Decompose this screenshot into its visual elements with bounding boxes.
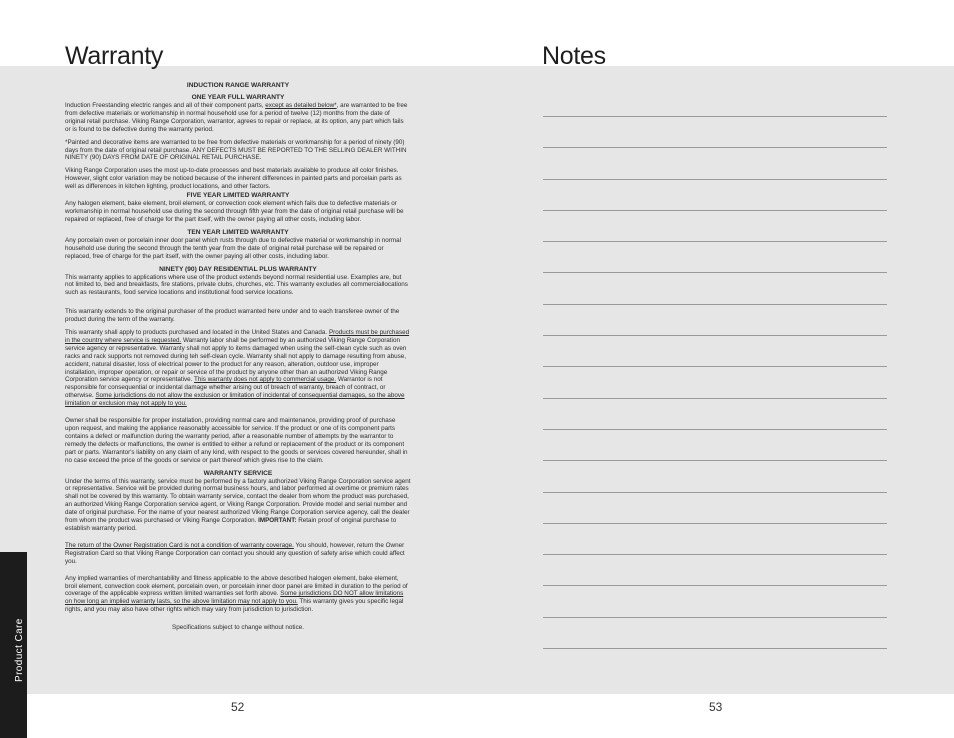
page-title-warranty: Warranty [65, 42, 164, 70]
note-line [543, 460, 887, 491]
note-line [543, 429, 887, 460]
note-line [543, 366, 887, 397]
note-line [543, 398, 887, 429]
heading-ninety-day: NINETY (90) DAY RESIDENTIAL PLUS WARRANTY [159, 265, 317, 273]
paragraph-ten-year: Any porcelain oven or porcelain inner door panel which rusts through due to defective material or workmanship in normal household use during the second through the tenth year from the date of original retail purchase will be repaired or replaced, free of charge for the part itself, with the owner paying all other costs, including labor. [65, 236, 402, 260]
paragraph-warranty-service: Under the terms of this warranty, service must be performed by a factory authorized Viking Range Corporation service agent or representative. Service will be provided during normal business hours, and labor performed at overtime or premium rates shall not be covered by this warranty. To obtain warranty service, contact the dealer from whom the product was purchased, an authorized Viking Range Corporation service agent, or Viking Range Corporation. Provide model and serial number and date of original purchase. For the name of your nearest authorized Viking Range Corporation service agency, call the dealer from whom the product was purchased or Viking Range Corporation. IMPORTANT: Retain proof of original purchase to establish warranty period. [65, 477, 411, 532]
note-line [543, 554, 887, 585]
note-line [543, 492, 887, 523]
note-line [543, 617, 887, 648]
specifications-note: Specifications subject to change without notice. [172, 624, 304, 632]
note-line [543, 523, 887, 554]
paragraph-owner: Owner shall be responsible for proper installation, providing normal care and maintenance, providing proof of purchase upon request, and making the appliance reasonably accessible for service. If the product or one of its component parts contains a defect or malfunction during the warranty period, after a reasonable number of attempts by the warrantor to remedy the defects or malfunctions, the owner is entitled to either a refund or replacement of the product or its component part or parts. Warrantor's liability on any claim of any kind, with respect to the goods or services covered hereunder, shall in no case exceed the price of the goods or service or part thereof which gives rise to the claim. [65, 417, 408, 464]
heading-induction-range-warranty: INDUCTION RANGE WARRANTY [186, 82, 290, 89]
page-number-right: 53 [709, 700, 723, 714]
heading-warranty-service: WARRANTY SERVICE [203, 469, 273, 477]
paragraph-ninety-day: This warranty applies to applications where use of the product extends beyond normal residential use. Examples are, but not limited to, bed and breakfasts, fire stations, private clubs, churches, etc. This warranty excludes all commerciallocations such as restaurants, food service locations and institutional food service locations. [65, 273, 408, 297]
notes-lines [543, 116, 887, 679]
side-tab-label: Product Care [14, 618, 25, 682]
paragraph-registration-card: The return of the Owner Registration Card is not a condition of warranty coverage. You should, however, return the Owner Registration Card so that Viking Range Corporation can contact you should any question of safety arise which could affect you. [65, 541, 405, 565]
heading-ten-year: TEN YEAR LIMITED WARRANTY [187, 228, 289, 236]
note-line [543, 147, 887, 178]
page-number-left: 52 [231, 700, 245, 714]
paragraph-one-year: Induction Freestanding electric ranges and all of their component parts, except as detailed below*, are warranted to be free from defective materials or workmanship in normal household use for a period of twelve (12) months from the date of original retail purchase. Viking Range Corporation, warrantor, agrees to repair or replace, at its option, any part which fails or is found to be defective during the warranty period. [65, 102, 408, 133]
paragraph-implied-warranties: Any implied warranties of merchantability and fitness applicable to the above described halogen element, bake element, broil element, convection cook element, porcelain oven, or porcelain inner door panel are limited in duration to the period of coverage of the applicable express written limited warranties set forth above. Some jurisdictions DO NOT allow limitations on how long an implied warranty lasts, so the above limitation may not apply to you. This warranty gives you specific legal rights, and you may also have other rights which may vary from jurisdiction to jurisdiction. [65, 574, 408, 614]
paragraph-color-finishes: Viking Range Corporation uses the most up-to-date processes and best materials available to produce all color finishes. However, slight color variation may be noticed because of the inherent differences in painted parts and porcelain parts as well as differences in kitchen lighting, product locations, and other factors. [65, 167, 402, 191]
heading-five-year: FIVE YEAR LIMITED WARRANTY [186, 192, 290, 200]
note-line [543, 304, 887, 335]
note-line [543, 335, 887, 366]
note-line [543, 179, 887, 210]
paragraph-painted-items: *Painted and decorative items are warranted to be free from defective materials or workmanship for a period of ninety (90) days from the date of original retail purchase. ANY DEFECTS MUST BE REPORTED TO THE SELLING DEALER WITHIN NINETY (90) DAYS FROM DATE OF ORIGINAL RETAIL PURCHASE. [65, 138, 407, 162]
warranty-text-column [65, 82, 411, 637]
heading-one-year: ONE YEAR FULL WARRANTY [191, 94, 285, 101]
note-line [543, 210, 887, 241]
note-line [543, 585, 887, 616]
note-line [543, 116, 887, 147]
note-line [543, 241, 887, 272]
page-title-notes: Notes [542, 42, 606, 70]
note-line [543, 272, 887, 303]
note-line [543, 648, 887, 679]
paragraph-five-year: Any halogen element, bake element, broil element, or convection cook element which fails due to defective materials or workmanship in normal household use during the second through fifth year from the date of original retail purchase will be repaired or replaced, free of charge for the part itself, with the owner paying all other costs, including labor. [65, 200, 404, 223]
paragraph-extends: This warranty extends to the original purchaser of the product warranted here under and to each transferee owner of the product during the term of the warranty. [65, 308, 400, 324]
paragraph-apply: This warranty shall apply to products purchased and located in the United States and Canada. Products must be purchased in the country where service is requested. Warranty labor shall be performed by an authorized Viking Range Corporation service agency or representative. Warranty shall not apply to items damaged when using the self-clean cycle such as oven racks and rack supports not removed during teh self-clean cycle. Warranty shall not apply to damage resulting from abuse, accident, natural disaster, loss of electrical power to the product for any reason, alteration, outdoor use, improper installation, improper operation, or repair or service of the product by anyone other than an authorized Viking Range Corporation service agency or representative. This warranty does not apply to commercial usage. Warrantor is not responsible for consequential or incidental damage whether arising out of breach of warranty, breach of contract, or otherwise. Some jurisdictions do not allow the exclusion or limitation of incidental of consequential damages, so the above limitation or exclusion may not apply to you. [65, 329, 410, 408]
